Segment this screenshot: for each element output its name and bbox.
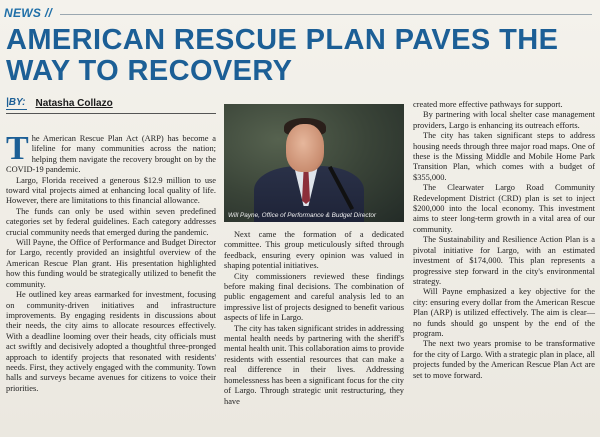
paragraph: The city has taken significant steps to address housing needs through three major road maps. One of these is the Missing Middle and Mobile Home Park Transition Plan, which comes with a budget of $355,000. [413, 131, 595, 182]
column-1 [6, 130, 216, 394]
paragraph-text: he American Rescue Plan Act (ARP) has become a lifeline for many communities across the nation; helping them navigate the recovery brought on by the COVID-19 pandemic. [6, 134, 216, 175]
byline-label: |BY: [6, 97, 26, 108]
photo-face [286, 124, 324, 172]
paragraph: The Clearwater Largo Road Community Redevelopment District (CRD) plan is set to inject $200,000 into the local economy. This investment aims to steer long-term growth in a vital area of our community. [413, 183, 595, 234]
paragraph: By partnering with local shelter case management providers, Largo is enhancing its outreach efforts. [413, 110, 595, 130]
article-headline: AMERICAN RESCUE PLAN PAVES THE WAY TO RECOVERY [6, 24, 559, 87]
paragraph: He outlined key areas earmarked for investment, focusing on community-driven initiatives and infrastructure improvements. By engaging residents in discussions about their needs, the city aims to allocate resources effectively. With a deadline looming over their heads, city officials must act swiftly and decisively adopted a thoughtful three-pronged approach to identify projects that resonated with residents' needs. First, they actively engaged with the community. Town halls and surveys became avenues for citizens to voice their priorities. [6, 290, 216, 393]
byline-divider [6, 113, 216, 114]
paragraph: created more effective pathways for support. [413, 100, 563, 109]
speaker-photo [224, 104, 404, 222]
paragraph: City commissioners reviewed these findings before making final decisions. The combination of public engagement and careful analysis led to an impressive list of projects designed to benefit various aspects of life in Largo. [224, 271, 404, 323]
paragraph: Will Payne emphasized a key objective for the city: ensuring every dollar from the American Rescue Plan (ARP) is utilized effectively. The aim is clear—no funds should go unspent by the end of the program. [413, 287, 595, 338]
section-kicker: NEWS // [4, 6, 53, 20]
paragraph: Will Payne, the Office of Performance and Budget Director for Largo, recently provided an insightful overview of the American Rescue Plan grant. His presentation highlighted how this funding would be strategically utilized to benefit the community. [6, 238, 216, 289]
paragraph: The city has taken significant strides in addressing mental health needs by partnering with the sheriff's mental health unit. This collaboration aims to provide residents with essential resources that can make a real difference in their lives. Addressing homelessness has been a significant focus for the city of Largo. Through strategic unit restructuring, they have [224, 323, 404, 406]
paragraph: The next two years promise to be transformative for the city of Largo. With a strategic plan in place, all projects funded by the American Rescue Plan Act are set to move forward. [413, 339, 595, 380]
paragraph: Largo, Florida received a generous $12.9 million to use toward vital projects aimed at enhancing local quality of life. However, there are limitations to this financial allowance. [6, 175, 216, 206]
paragraph: The funds can only be used within seven predefined categories set by federal guidelines. Each category addresses crucial community needs that emerged during the pandemic. [6, 206, 216, 237]
column-3 [413, 100, 595, 381]
byline [6, 97, 113, 110]
author-name[interactable]: Natasha Collazo [35, 98, 113, 109]
column-2 [224, 230, 404, 407]
kicker-divider [60, 14, 592, 15]
paragraph: Next came the formation of a dedicated committee. This group meticulously sifted through feedback, ensuring every opinion was valued in shaping potential initiatives. [224, 230, 404, 271]
photo-caption: Will Payne, Office of Performance & Budget Director [228, 212, 377, 219]
drop-cap: T [6, 130, 29, 167]
lead-paragraph [6, 130, 216, 176]
paragraph: The Sustainability and Resilience Action Plan is a pivotal initiative for Largo, with an estimated investment of $174,000. This plan represents a progressive step forward in the city's environmental strategy. [413, 235, 595, 286]
